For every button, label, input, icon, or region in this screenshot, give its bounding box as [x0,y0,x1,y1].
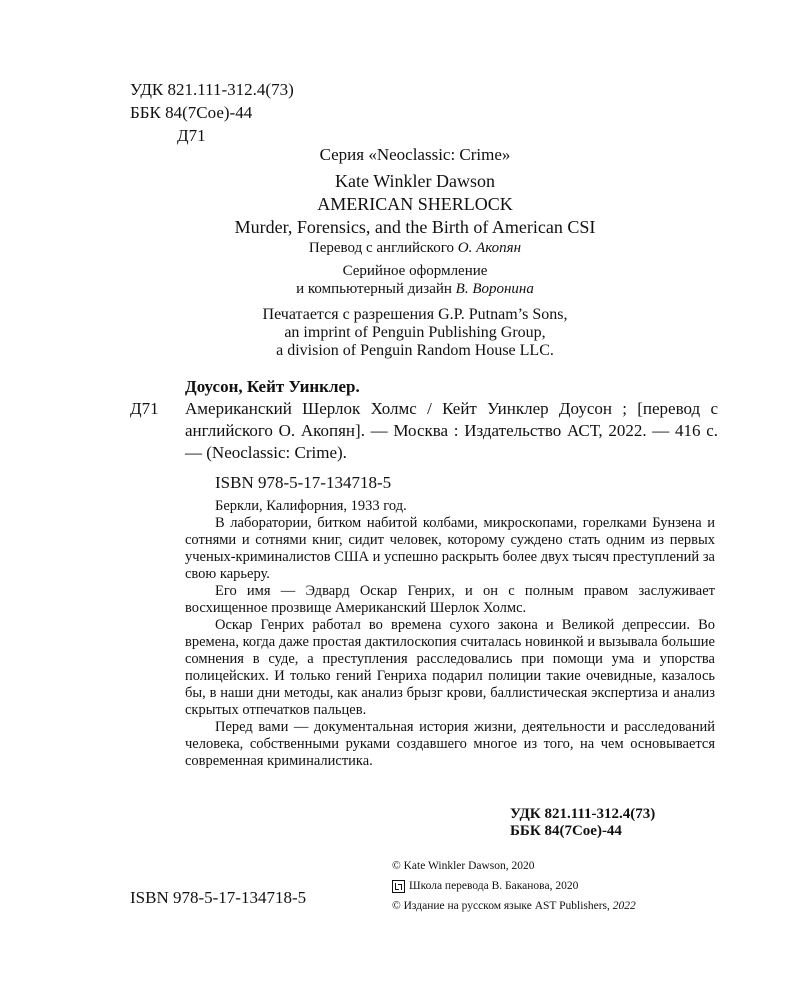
translation-school-logo-icon [392,880,405,893]
author-mark: Д71 [177,126,206,145]
copyright-line [392,876,636,896]
original-title: AMERICAN SHERLOCK [317,194,513,214]
copyright-line [392,856,636,876]
original-author: Kate Winkler Dawson [335,171,495,191]
entry-heading: Доусон, Кейт Уинклер. [185,377,360,396]
annotation-paragraph: В лаборатории, битком набитой колбами, микроскопами, горелками Бунзена и сотнями и сотнями книг, сидит человек, которому суждено стать одним из первых ученых-криминалистов США и успешно раскрыть более двух тысяч преступлений за свою карьеру. [185,515,715,582]
translator-name: О. Акопян [457,240,522,256]
annotation-paragraph: Его имя — Эдвард Оскар Генрих, и он с полным правом заслуживает восхищенное прозвище Американский Шерлок Холмс. [185,583,715,616]
copyright-line [392,896,636,916]
annotation-udk: УДК 821.111-312.4(73) [510,806,656,822]
rights-line-2: an imprint of Penguin Publishing Group, [284,324,546,341]
annotation-codes [510,806,655,840]
bbk-code: ББК 84(7Сое)-44 [130,103,253,122]
translation-prefix: Перевод с английского [308,240,454,256]
annotation [185,498,715,770]
rights-line-1: Печатается с разрешения G.P. Putnam’s Sons, [262,306,568,323]
footer-isbn: ISBN 978-5-17-134718-5 [130,888,307,907]
annotation-paragraph: Оскар Генрих работал во времена сухого закона и Великой депрессии. Во времена, когда даже простая дактилоскопия считалась новинкой и вызывала большие сомнения в суде, а преступления расследовались при помощи ума и упорства полицейских. И только гений Генриха подарил полиции такие очевидные, казалось бы, в наши дни методы, как анализ брызг крови, баллистическая экспертиза и анализ скрытых отпечатков пальцев. [185,617,715,718]
annotation-paragraph: Перед вами — документальная история жизни, деятельности и расследований человека, собственными руками создавшего многое из того, на чем основывается современная криминалистика. [185,719,715,769]
designer-name: В. Воронина [455,281,534,297]
classification-codes [130,78,294,147]
entry-body: Американский Шерлок Холмс / Кейт Уинклер Доусон ; [перевод с английского О. Акопян]. — Москва : Издательство АСТ, 2022. — 416 с. — (Neoclassic: Crime). [185,399,718,462]
original-subtitle: Murder, Forensics, and the Birth of American CSI [234,217,596,237]
copyright-edition: © Издание на русском языке AST Publishers, [392,900,610,912]
original-book-info [150,170,680,239]
bibliographic-entry [130,376,718,494]
annotation-paragraph: Беркли, Калифорния, 1933 год. [215,498,407,514]
design-line-2: и компьютерный дизайн [296,281,452,297]
design-line-1: Серийное оформление [342,263,488,279]
copyright-translation: Школа перевода В. Баканова, 2020 [409,880,579,892]
copyright-author: © Kate Winkler Dawson, 2020 [392,860,535,872]
annotation-bbk: ББК 84(7Сое)-44 [510,823,622,839]
udk-code: УДК 821.111-312.4(73) [130,80,294,99]
copyright-edition-year: 2022 [612,900,636,912]
design-credit [150,262,680,298]
rights-line-3: a division of Penguin Random House LLC. [276,342,554,359]
copyright-block [392,856,636,916]
entry-author-mark: Д71 [130,399,159,418]
rights-notice [150,306,680,360]
entry-isbn: ISBN 978-5-17-134718-5 [215,473,392,492]
translation-credit [150,240,680,257]
series-name: Серия «Neoclassic: Crime» [319,145,511,164]
